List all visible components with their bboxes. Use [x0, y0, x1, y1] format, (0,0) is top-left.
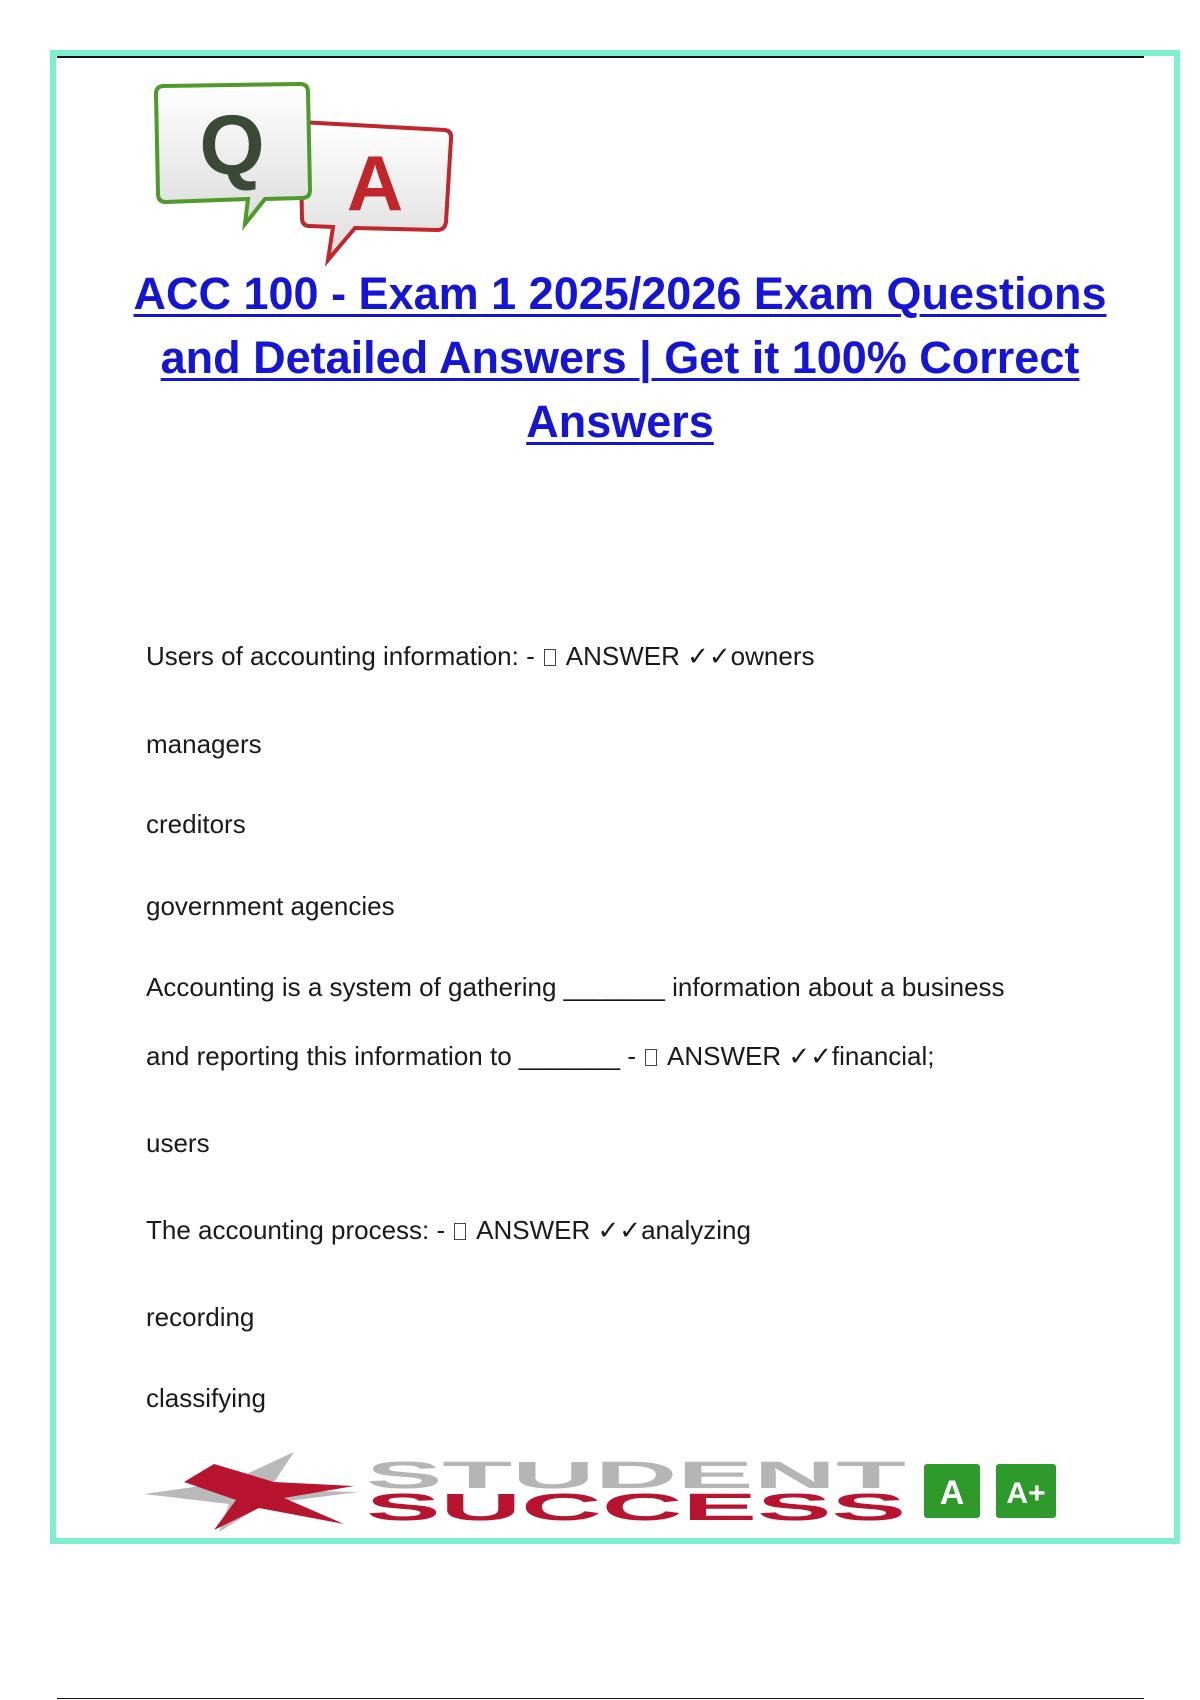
success-word: SUCCESS	[366, 1487, 906, 1529]
grade-badge-a	[924, 1464, 980, 1518]
text-line: government agencies	[146, 891, 395, 921]
text-line: managers	[146, 729, 262, 759]
q-letter: Q	[199, 98, 265, 192]
text-line: creditors	[146, 809, 246, 839]
text-line: Accounting is a system of gathering _______ information about a business	[146, 972, 1005, 1002]
text-line: and reporting this information to _______ - ANSWER ✓✓financial;	[146, 1041, 935, 1071]
text-line: Users of accounting information: - ANSWER ✓✓owners	[146, 641, 815, 671]
question-bubble	[156, 84, 310, 224]
qa-logo	[150, 82, 460, 268]
svg-text:A+: A+	[1006, 1477, 1046, 1510]
text-line: recording	[146, 1302, 255, 1332]
student-word: STUDENT	[366, 1455, 906, 1497]
unknown-glyph-icon	[454, 1223, 466, 1240]
student-success-logo	[144, 1452, 1064, 1532]
text-line: users	[146, 1128, 210, 1158]
unknown-glyph-icon	[544, 649, 556, 666]
document-title[interactable]	[130, 262, 1110, 454]
top-rule	[57, 56, 1144, 58]
svg-text:A: A	[939, 1474, 965, 1512]
text-line: The accounting process: - ANSWER ✓✓analyzing	[146, 1215, 751, 1245]
grade-badge-a-plus	[996, 1464, 1056, 1518]
bottom-rule	[57, 1698, 1144, 1699]
answer-bubble	[300, 122, 451, 260]
unknown-glyph-icon	[645, 1049, 657, 1066]
text-line: classifying	[146, 1383, 266, 1413]
star-swoosh-icon	[144, 1452, 359, 1532]
title-link[interactable]: ACC 100 - Exam 1 2025/2026 Exam Questions and Detailed Answers | Get it 100% Correct Answers	[133, 268, 1107, 447]
a-letter: A	[346, 139, 404, 227]
